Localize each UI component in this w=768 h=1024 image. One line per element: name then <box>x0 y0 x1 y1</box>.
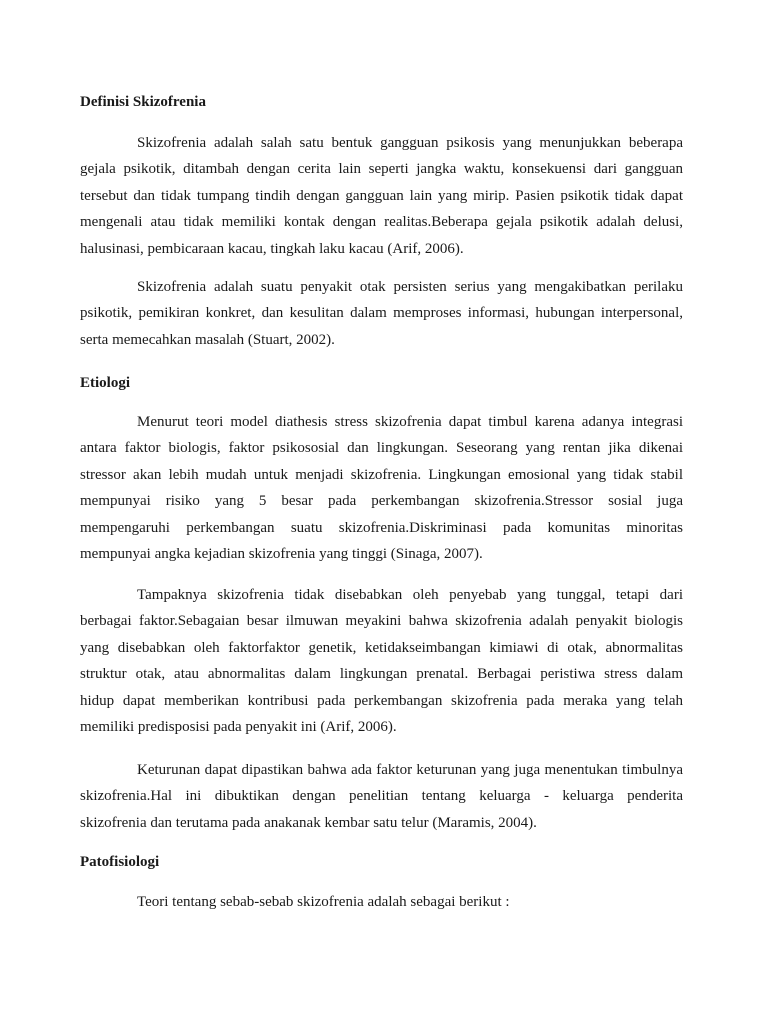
paragraph-patofisiologi-1 <box>80 889 683 915</box>
heading-patofisiologi: Patofisiologi <box>80 854 160 870</box>
text-line: mempunyai angka kejadian skizofrenia yang tinggi (Sinaga, 2007). <box>80 545 483 562</box>
text-line: berbagai faktor.Sebagaian besar ilmuwan meyakini bahwa skizofrenia adalah penyakit biologis <box>80 613 683 630</box>
text-line: Menurut teori model diathesis stress skizofrenia dapat timbul karena adanya integrasi <box>137 414 683 430</box>
text-line: struktur otak, atau abnormalitas dalam lingkungan prenatal. Berbagai peristiwa stress dalam <box>80 666 683 683</box>
text-line: mempunyai risiko yang 5 besar pada perkembangan skizofrenia.Stressor sosial juga <box>80 493 683 510</box>
text-line: yang disebabkan oleh faktorfaktor genetik, ketidakseimbangan kimiawi di otak, abnormalitas <box>80 639 683 656</box>
text-line: Tampaknya skizofrenia tidak disebabkan oleh penyebab yang tunggal, tetapi dari <box>137 587 683 603</box>
paragraph-etiologi-2 <box>80 582 683 740</box>
text-line: mempengaruhi perkembangan suatu skizofrenia.Diskriminasi pada komunitas minoritas <box>80 519 683 536</box>
text-line: skizofrenia dan terutama pada anakanak kembar satu telur (Maramis, 2004). <box>80 814 537 831</box>
paragraph-etiologi-1 <box>80 409 683 567</box>
text-line: stressor akan lebih mudah untuk menjadi skizofrenia. Lingkungan emosional yang tidak stabil <box>80 466 683 483</box>
paragraph-definisi-2 <box>80 274 683 353</box>
text-line: halusinasi, pembicaraan kacau, tingkah laku kacau (Arif, 2006). <box>80 240 464 257</box>
text-line: psikotik, pemikiran konkret, dan kesulitan dalam memproses informasi, hubungan interpersonal, <box>80 305 683 322</box>
heading-etiologi: Etiologi <box>80 375 131 391</box>
text-line: Keturunan dapat dipastikan bahwa ada faktor keturunan yang juga menentukan timbulnya <box>137 762 683 778</box>
text-line: tersebut dan tidak tumpang tindih dengan gangguan lain yang mirip. Pasien psikotik tidak dapat <box>80 187 683 204</box>
text-line: gejala psikotik, ditambah dengan cerita lain seperti jangka waktu, konsekuensi dari gangguan <box>80 161 683 178</box>
text-line: Skizofrenia adalah salah satu bentuk gangguan psikosis yang menunjukkan beberapa <box>137 135 683 151</box>
text-line: antara faktor biologis, faktor psikososial dan lingkungan. Seseorang yang rentan jika dikenai <box>80 440 683 457</box>
text-line: skizofrenia.Hal ini dibuktikan dengan penelitian tentang keluarga - keluarga penderita <box>80 788 683 805</box>
text-line: memiliki predisposisi pada penyakit ini (Arif, 2006). <box>80 718 397 735</box>
heading-definisi-skizofrenia: Definisi Skizofrenia <box>80 94 206 110</box>
text-line: mengenali atau tidak memiliki kontak dengan realitas.Beberapa gejala psikotik adalah delusi, <box>80 214 683 231</box>
text-line: Skizofrenia adalah suatu penyakit otak persisten serius yang mengakibatkan perilaku <box>137 279 683 295</box>
text-line: hidup dapat memberikan kontribusi pada perkembangan skizofrenia pada meraka yang telah <box>80 692 683 709</box>
text-line: serta memecahkan masalah (Stuart, 2002). <box>80 331 335 348</box>
text-line: Teori tentang sebab-sebab skizofrenia adalah sebagai berikut : <box>137 894 510 910</box>
paragraph-etiologi-3 <box>80 757 683 836</box>
paragraph-definisi-1 <box>80 130 683 262</box>
